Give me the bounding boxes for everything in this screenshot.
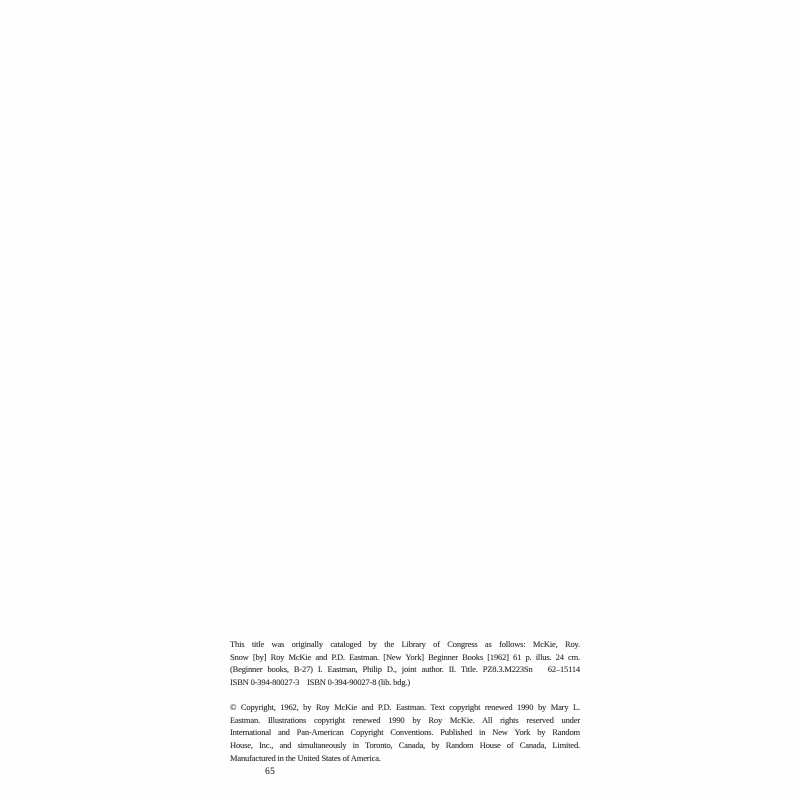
catalog-line: This title was originally cataloged by the Library of Congress as follows: McKie, Roy. [230,639,580,649]
copyright-paragraph [230,701,580,765]
catalog-line: Snow [by] Roy McKie and P.D. Eastman. [New York] Beginner Books [1962] 61 p. illus. 24 cm. [230,651,580,662]
copyright-line: Eastman. Illustrations copyright renewed 1990 by Roy McKie. All rights reserved under [230,714,580,725]
isbn-line: ISBN 0-394-80027-3 ISBN 0-394-90027-8 (lib. bdg.) [230,677,410,688]
page-number: 65 [265,767,276,777]
copyright-line: House, Inc., and simultaneously in Toronto, Canada, by Random House of Canada, Limited. [230,739,580,750]
copyright-line: © Copyright, 1962, by Roy McKie and P.D. Eastman. Text copyright renewed 1990 by Mary L. [230,701,580,712]
copyright-line: Manufactured in the United States of America. [230,752,381,763]
library-of-congress-paragraph [230,638,580,689]
copyright-line: International and Pan-American Copyright Conventions. Published in New York by Random [230,727,580,738]
catalog-line: (Beginner books, B-27) I. Eastman, Philip D., joint author. II. Title. PZ8.3.M223Sn 62–15114 [230,664,580,675]
colophon-text-block [230,638,580,764]
